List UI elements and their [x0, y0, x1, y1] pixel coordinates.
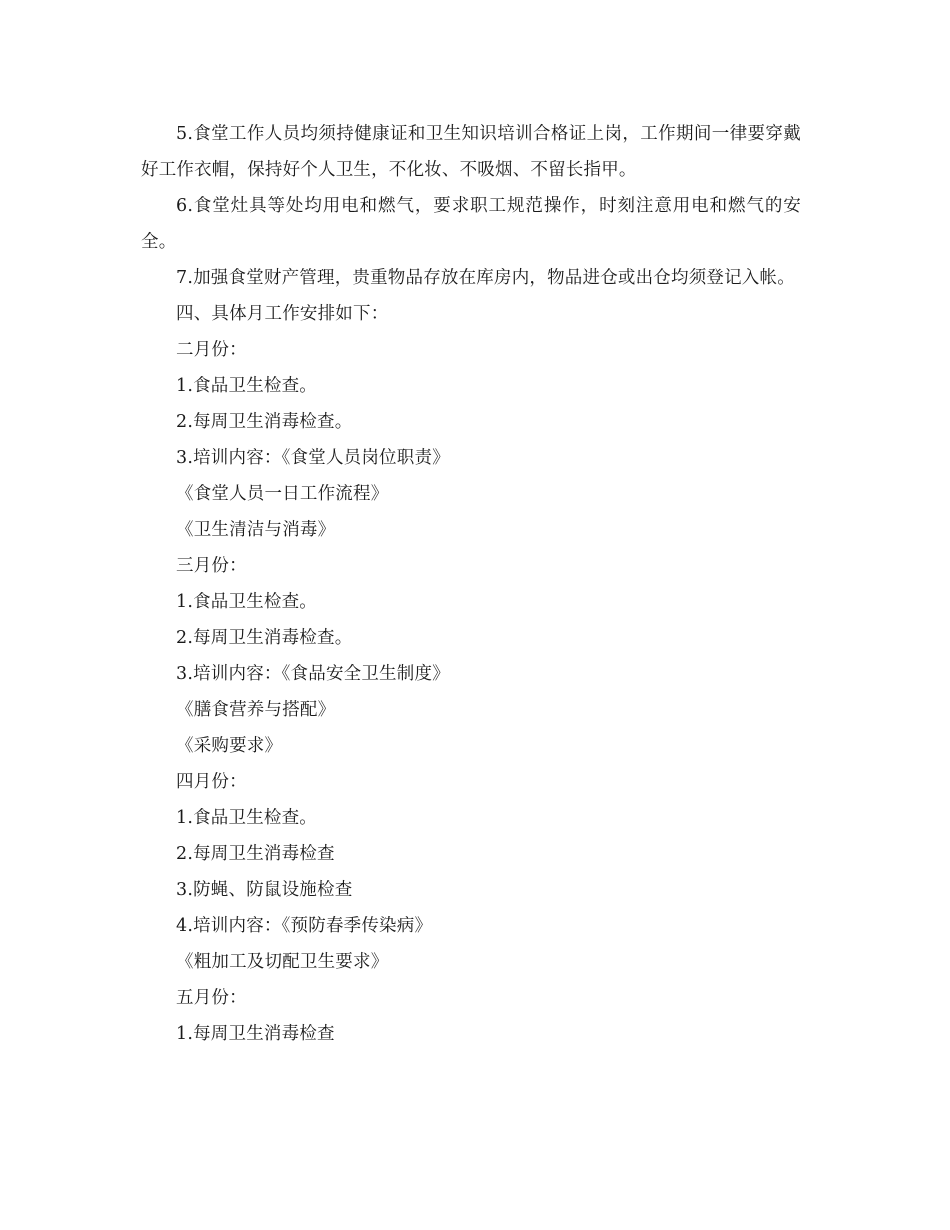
list-item: 2.每周卫生消毒检查。 [176, 628, 353, 648]
list-item: 3.培训内容：《食堂人员岗位职责》 [176, 448, 450, 468]
month-heading-february: 二月份： [176, 340, 247, 360]
list-item: 1.食品卫生检查。 [176, 592, 317, 612]
list-item: 《食堂人员一日工作流程》 [176, 484, 389, 504]
month-heading-march: 三月份： [176, 556, 247, 576]
list-item: 《膳食营养与搭配》 [176, 700, 336, 720]
paragraph-rule-6: 6.食堂灶具等处均用电和燃气，要求职工规范操作，时刻注意用电和燃气的安全。 [141, 196, 801, 252]
list-item: 2.每周卫生消毒检查。 [176, 412, 353, 432]
list-item: 4.培训内容：《预防春季传染病》 [176, 916, 433, 936]
list-item: 《采购要求》 [176, 736, 283, 756]
month-heading-april: 四月份： [176, 772, 247, 792]
month-heading-may: 五月份： [176, 988, 247, 1008]
list-item: 《卫生清洁与消毒》 [176, 520, 336, 540]
list-item: 2.每周卫生消毒检查 [176, 844, 335, 864]
list-item: 1.食品卫生检查。 [176, 376, 317, 396]
list-item: 3.防蝇、防鼠设施检查 [176, 880, 353, 900]
paragraph-rule-7: 7.加强食堂财产管理，贵重物品存放在库房内，物品进仓或出仓均须登记入帐。 [176, 268, 795, 288]
list-item: 1.食品卫生检查。 [176, 808, 317, 828]
section-heading-monthly-plan: 四、具体月工作安排如下： [176, 304, 389, 324]
list-item: 1.每周卫生消毒检查 [176, 1024, 335, 1044]
list-item: 《粗加工及切配卫生要求》 [176, 952, 389, 972]
paragraph-rule-5: 5.食堂工作人员均须持健康证和卫生知识培训合格证上岗，工作期间一律要穿戴好工作衣帽，保持好个人卫生，不化妆、不吸烟、不留长指甲。 [141, 124, 801, 180]
document-body [141, 116, 801, 1052]
list-item: 3.培训内容：《食品安全卫生制度》 [176, 664, 450, 684]
